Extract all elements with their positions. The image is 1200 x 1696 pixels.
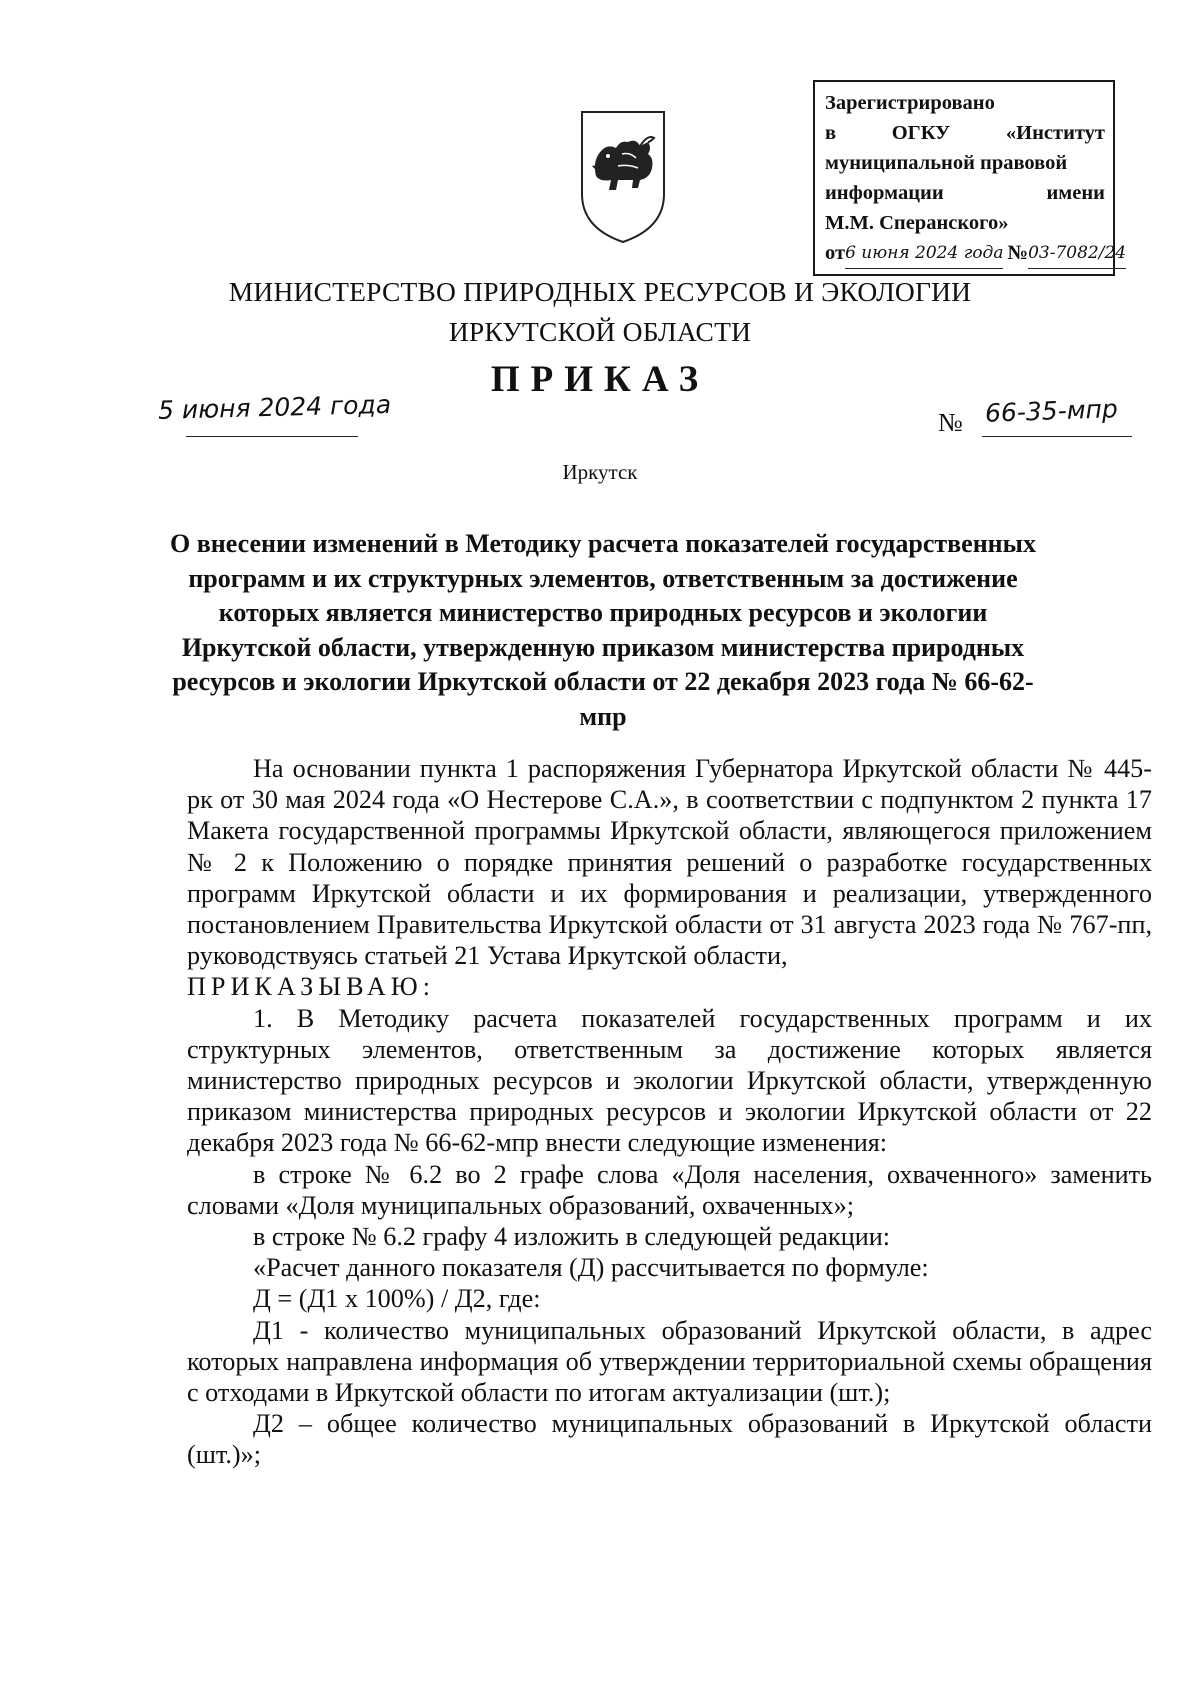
stamp-line-2-left: в bbox=[825, 122, 837, 144]
item-1-paragraph: 1. В Методику расчета показателей государственных программ и их структурных элементов, ответственным за достижение которых является министерство природных ресурсов и экологии Иркутской области, утвержденную приказом министерства природных ресурсов и экологии Иркутской области от 22 декабря 2023 года № 66-62-мпр внести следующие изменения: bbox=[187, 1003, 1152, 1158]
order-body bbox=[187, 753, 1152, 1471]
change-1-paragraph: в строке № 6.2 во 2 графе слова «Доля населения, охваченного» заменить словами «Доля муниципальных образований, охваченных»; bbox=[187, 1159, 1152, 1220]
ministry-line-2: ИРКУТСКОЙ ОБЛАСТИ bbox=[448, 316, 752, 347]
stamp-line-4-right: имени bbox=[1046, 182, 1105, 204]
stamp-number-label: № bbox=[1007, 242, 1029, 264]
preamble-paragraph: На основании пункта 1 распоряжения Губернатора Иркутской области № 445-рк от 30 мая 2024 года «О Нестерове С.А.», в соответствии с подпунктом 2 пункта 17 Макета государственной программы Иркутской области, являющегося приложением № 2 к Положению о порядке принятия решений о разработке государственных программ Иркутской области и их формирования и реализации, утвержденного постановлением Правительства Иркутской области от 31 августа 2023 года № 767-пп, руководствуясь статьей 21 Устава Иркутской области, bbox=[187, 754, 1152, 971]
stamp-line-1: Зарегистрировано bbox=[825, 92, 995, 114]
stamp-line-5: М.М. Сперанского» bbox=[825, 212, 1009, 234]
order-directive-word: ПРИКАЗЫВАЮ: bbox=[187, 972, 435, 1002]
d2-definition-paragraph: Д2 – общее количество муниципальных образований в Иркутской области (шт.)»; bbox=[187, 1409, 1152, 1470]
stamp-registration-number: 03-7082/24 bbox=[1028, 238, 1126, 269]
order-number-label: № bbox=[938, 408, 963, 437]
city-name: Иркутск bbox=[562, 460, 638, 484]
registration-stamp bbox=[813, 80, 1127, 276]
change-2-paragraph: в строке № 6.2 графу 4 изложить в следующей редакции: bbox=[253, 1222, 891, 1252]
stamp-line-2-right: «Институт bbox=[1005, 122, 1105, 144]
d1-definition-paragraph: Д1 - количество муниципальных образований Иркутской области, в адрес которых направлена информация об утверждении территориальной схемы обращения с отходами в Иркутской области по итогам актуализации (шт.); bbox=[187, 1315, 1152, 1408]
stamp-line-2-mid: ОГКУ bbox=[891, 122, 951, 144]
ministry-name bbox=[200, 272, 1000, 352]
date-underline bbox=[186, 436, 358, 437]
ministry-line-1: МИНИСТЕРСТВО ПРИРОДНЫХ РЕСУРСОВ И ЭКОЛОГИИ bbox=[228, 276, 972, 307]
coat-of-arms-emblem bbox=[578, 108, 668, 246]
order-subject-heading: О внесении изменений в Методику расчета показателей государственных программ и их структурных элементов, ответственным за достижение которых является министерство природных ресурсов и экологии Иркутской области, утвержденную приказом министерства природных ресурсов и экологии Иркутской области от 22 декабря 2023 года № 66-62-мпр bbox=[170, 529, 1036, 731]
stamp-date-prefix: от bbox=[825, 242, 846, 264]
stamp-registration-date: 6 июня 2024 года bbox=[845, 238, 1003, 269]
stamp-line-3: муниципальной правовой bbox=[825, 152, 1068, 174]
document-type-title: ПРИКАЗ bbox=[490, 359, 710, 400]
formula-intro-paragraph: «Расчет данного показателя (Д) рассчитывается по формуле: bbox=[253, 1253, 929, 1283]
formula-paragraph: Д = (Д1 х 100%) / Д2, где: bbox=[253, 1284, 541, 1314]
stamp-line-4-left: информации bbox=[825, 182, 944, 204]
number-underline bbox=[982, 436, 1132, 437]
order-number-handwritten: 66-35-мпр bbox=[984, 394, 1119, 428]
order-date-handwritten: 5 июня 2024 года bbox=[157, 389, 392, 425]
